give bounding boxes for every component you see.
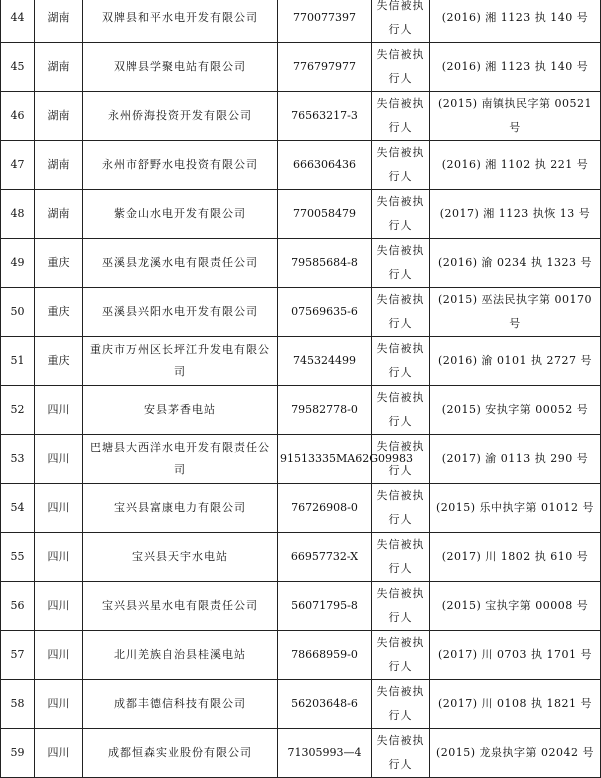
company-name-cell: 宝兴县富康电力有限公司 — [83, 484, 278, 533]
table-row — [1, 92, 601, 141]
org-code-cell: 56071795-8 — [278, 582, 372, 631]
province-cell: 湖南 — [35, 0, 83, 43]
status-cell: 失信被执行人 — [372, 0, 430, 43]
row-number: 44 — [1, 0, 35, 43]
table-row — [1, 141, 601, 190]
case-number-cell: (2016) 湘 1123 执 140 号 — [430, 43, 601, 92]
province-cell: 湖南 — [35, 43, 83, 92]
table-body — [1, 0, 601, 778]
table-row — [1, 288, 601, 337]
org-code-cell: 07569635-6 — [278, 288, 372, 337]
org-code-cell: 71305993—4 — [278, 729, 372, 778]
company-name-cell: 巴塘县大西洋水电开发有限责任公司 — [83, 435, 278, 484]
status-cell: 失信被执行人 — [372, 337, 430, 386]
row-number: 53 — [1, 435, 35, 484]
org-code-cell: 78668959-0 — [278, 631, 372, 680]
status-cell: 失信被执行人 — [372, 239, 430, 288]
row-number: 59 — [1, 729, 35, 778]
province-cell: 四川 — [35, 729, 83, 778]
row-number: 46 — [1, 92, 35, 141]
case-number-cell: (2015) 安执字第 00052 号 — [430, 386, 601, 435]
province-cell: 四川 — [35, 533, 83, 582]
org-code-cell: 745324499 — [278, 337, 372, 386]
status-cell: 失信被执行人 — [372, 729, 430, 778]
row-number: 58 — [1, 680, 35, 729]
org-code-cell: 91513335MA62G09983 — [278, 435, 372, 484]
company-name-cell: 宝兴县兴星水电有限责任公司 — [83, 582, 278, 631]
status-cell: 失信被执行人 — [372, 680, 430, 729]
table-row — [1, 729, 601, 778]
company-name-cell: 巫溪县龙溪水电有限责任公司 — [83, 239, 278, 288]
row-number: 51 — [1, 337, 35, 386]
case-number-cell: (2017) 川 0703 执 1701 号 — [430, 631, 601, 680]
row-number: 52 — [1, 386, 35, 435]
province-cell: 重庆 — [35, 239, 83, 288]
row-number: 48 — [1, 190, 35, 239]
case-number-cell: (2017) 湘 1123 执恢 13 号 — [430, 190, 601, 239]
province-cell: 湖南 — [35, 190, 83, 239]
case-number-cell: (2015) 龙泉执字第 02042 号 — [430, 729, 601, 778]
province-cell: 重庆 — [35, 337, 83, 386]
company-name-cell: 紫金山水电开发有限公司 — [83, 190, 278, 239]
org-code-cell: 56203648-6 — [278, 680, 372, 729]
province-cell: 四川 — [35, 631, 83, 680]
row-number: 50 — [1, 288, 35, 337]
company-name-cell: 安县茅香电站 — [83, 386, 278, 435]
province-cell: 湖南 — [35, 141, 83, 190]
province-cell: 湖南 — [35, 92, 83, 141]
row-number: 45 — [1, 43, 35, 92]
status-cell: 失信被执行人 — [372, 141, 430, 190]
case-number-cell: (2015) 南镇执民字第 00521 号 — [430, 92, 601, 141]
status-cell: 失信被执行人 — [372, 288, 430, 337]
org-code-cell: 76563217-3 — [278, 92, 372, 141]
row-number: 47 — [1, 141, 35, 190]
table-row — [1, 680, 601, 729]
status-cell: 失信被执行人 — [372, 582, 430, 631]
province-cell: 四川 — [35, 484, 83, 533]
company-name-cell: 永州市舒野水电投资有限公司 — [83, 141, 278, 190]
case-number-cell: (2017) 川 1802 执 610 号 — [430, 533, 601, 582]
case-number-cell: (2017) 渝 0113 执 290 号 — [430, 435, 601, 484]
table-row — [1, 386, 601, 435]
org-code-cell: 770058479 — [278, 190, 372, 239]
row-number: 55 — [1, 533, 35, 582]
row-number: 54 — [1, 484, 35, 533]
org-code-cell: 666306436 — [278, 141, 372, 190]
row-number: 57 — [1, 631, 35, 680]
table-row — [1, 337, 601, 386]
province-cell: 四川 — [35, 680, 83, 729]
status-cell: 失信被执行人 — [372, 435, 430, 484]
province-cell: 四川 — [35, 386, 83, 435]
company-name-cell: 双牌县和平水电开发有限公司 — [83, 0, 278, 43]
table-row — [1, 190, 601, 239]
status-cell: 失信被执行人 — [372, 386, 430, 435]
case-number-cell: (2015) 乐中执字第 01012 号 — [430, 484, 601, 533]
table-row — [1, 631, 601, 680]
case-number-cell: (2017) 川 0108 执 1821 号 — [430, 680, 601, 729]
table-row — [1, 582, 601, 631]
province-cell: 重庆 — [35, 288, 83, 337]
province-cell: 四川 — [35, 582, 83, 631]
row-number: 56 — [1, 582, 35, 631]
case-number-cell: (2016) 湘 1123 执 140 号 — [430, 0, 601, 43]
org-code-cell: 76726908-0 — [278, 484, 372, 533]
company-name-cell: 永州侨海投资开发有限公司 — [83, 92, 278, 141]
status-cell: 失信被执行人 — [372, 631, 430, 680]
company-name-cell: 北川羌族自治县桂溪电站 — [83, 631, 278, 680]
case-number-cell: (2016) 渝 0101 执 2727 号 — [430, 337, 601, 386]
case-number-cell: (2015) 宝执字第 00008 号 — [430, 582, 601, 631]
table-row — [1, 0, 601, 43]
table-row — [1, 43, 601, 92]
company-name-cell: 双牌县学聚电站有限公司 — [83, 43, 278, 92]
status-cell: 失信被执行人 — [372, 190, 430, 239]
table-row — [1, 239, 601, 288]
table-row — [1, 484, 601, 533]
org-code-cell: 79582778-0 — [278, 386, 372, 435]
org-code-cell: 770077397 — [278, 0, 372, 43]
company-name-cell: 巫溪县兴阳水电开发有限公司 — [83, 288, 278, 337]
org-code-cell: 66957732-X — [278, 533, 372, 582]
status-cell: 失信被执行人 — [372, 484, 430, 533]
status-cell: 失信被执行人 — [372, 43, 430, 92]
table-row — [1, 435, 601, 484]
status-cell: 失信被执行人 — [372, 533, 430, 582]
case-number-cell: (2015) 巫法民执字第 00170 号 — [430, 288, 601, 337]
row-number: 49 — [1, 239, 35, 288]
company-name-cell: 宝兴县天宇水电站 — [83, 533, 278, 582]
company-name-cell: 成都恒森实业股份有限公司 — [83, 729, 278, 778]
case-number-cell: (2016) 渝 0234 执 1323 号 — [430, 239, 601, 288]
province-cell: 四川 — [35, 435, 83, 484]
table-row — [1, 533, 601, 582]
case-number-cell: (2016) 湘 1102 执 221 号 — [430, 141, 601, 190]
company-name-cell: 重庆市万州区长坪江升发电有限公司 — [83, 337, 278, 386]
org-code-cell: 776797977 — [278, 43, 372, 92]
status-cell: 失信被执行人 — [372, 92, 430, 141]
company-name-cell: 成都丰德信科技有限公司 — [83, 680, 278, 729]
org-code-cell: 79585684-8 — [278, 239, 372, 288]
